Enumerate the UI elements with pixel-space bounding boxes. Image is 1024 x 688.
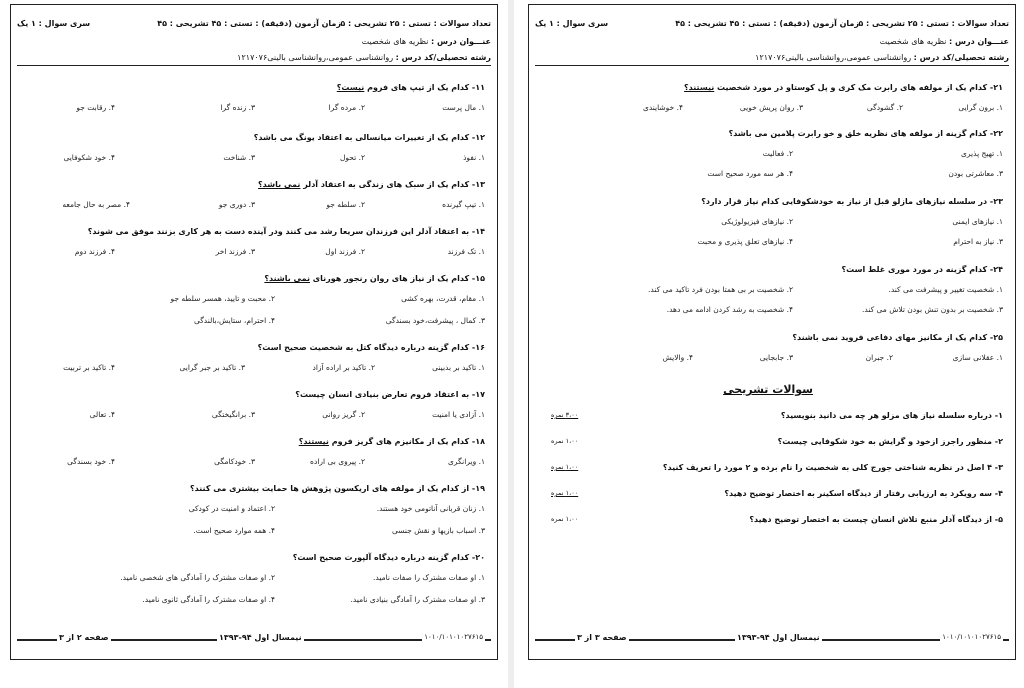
page-footer xyxy=(535,633,1009,651)
exam-header xyxy=(535,9,1009,71)
descriptive-question-3 xyxy=(551,463,1003,472)
option-1[interactable]: ۱. مال پرست xyxy=(442,103,485,112)
option-4[interactable]: ۴. خوشایندی xyxy=(642,103,683,112)
option-2[interactable]: ۲. محبت و تایید، همسر سلطه جو xyxy=(170,294,275,303)
option-1[interactable]: ۱. او صفات مشترک را صفات نامید. xyxy=(373,573,485,582)
question-text: ۱۱- کدام یک از تیپ های فروم xyxy=(364,83,485,92)
option-3[interactable]: ۳. روان پریش خویی xyxy=(739,103,803,112)
option-2[interactable]: ۲. پیروی بی اراده xyxy=(310,457,365,466)
option-2[interactable]: ۲. فعالیت xyxy=(762,149,793,158)
option-4[interactable]: ۴. تعالی xyxy=(89,410,115,419)
question-text: ۱۳- کدام یک از سبک های زندگی به اعتقاد آدلر xyxy=(300,180,485,189)
question-text: ۲۵- کدام یک از مکانیز مهای دفاعی فروید نمی باشند؟ xyxy=(792,333,1003,342)
option-4[interactable]: ۴. همه موارد صحیح است. xyxy=(193,526,275,535)
option-1[interactable]: ۱. مقام، قدرت، بهره کشی xyxy=(401,294,485,303)
question-13 xyxy=(23,180,485,209)
option-1[interactable]: ۱. شخصیت تغییر و پیشرفت می کند. xyxy=(888,285,1003,294)
option-2[interactable]: ۲. مرده گرا xyxy=(328,103,365,112)
option-4[interactable]: ۴. مصر به حال جامعه xyxy=(62,200,130,209)
exam-time: زمان آزمون (دقیقه) : تستی : ۴۵ تشریحی : ۴۵ xyxy=(675,19,859,28)
header-divider xyxy=(535,65,1009,66)
option-1[interactable]: ۱. تهیج پذیری xyxy=(961,149,1003,158)
question-12 xyxy=(23,133,485,162)
option-2[interactable]: ۲. نیازهای فیزیولوژیکی xyxy=(721,217,793,226)
question-text: ۳- ۴ اصل در نظریه شناختی جورج کلی به شخصیت را نام برده و ۲ مورد را تعریف کنید؟ xyxy=(662,463,1003,472)
exam-code: ۱۰۱۰/۱۰۱۰۱۰۲۷۶۱۵ xyxy=(424,633,483,641)
question-19 xyxy=(23,484,485,535)
question-negative: نیستند؟ xyxy=(298,437,329,446)
option-3[interactable]: ۳. اسباب بازیها و نقش جنسی xyxy=(391,526,485,535)
score-label: ۱،۰۰ نمره xyxy=(551,437,579,445)
course-title: نظریه های شخصیت xyxy=(879,37,947,46)
option-2[interactable]: ۲. گریز روانی xyxy=(322,410,365,419)
question-negative: نمی باشد؟ xyxy=(258,180,301,189)
question-negative: نیستند؟ xyxy=(684,83,715,92)
descriptive-question-5 xyxy=(551,515,1003,524)
option-1[interactable]: ۱. زنان قربانی آناتومی خود هستند. xyxy=(376,504,485,513)
question-series: سری سوال : ۱ یک xyxy=(17,19,91,28)
question-text: ۴- سه رویکرد به ارزیابی رفتار از دیدگاه اسکینر به اختصار توضیح دهید؟ xyxy=(724,489,1003,498)
page-number: صفحه ۳ از ۳ xyxy=(577,633,627,642)
option-1[interactable]: ۱. ویرانگری xyxy=(448,457,485,466)
question-17 xyxy=(23,390,485,419)
question-text: ۱۷- به اعتقاد فروم تعارض بنیادی انسان چیست؟ xyxy=(295,390,485,399)
course-title-label: عنـــوان درس : xyxy=(430,37,491,46)
option-4[interactable]: ۴. شخصیت به رشد کردن ادامه می دهد. xyxy=(666,305,793,314)
questions-list xyxy=(23,75,485,619)
page-footer xyxy=(17,633,491,651)
option-4[interactable]: ۴. خود شکوفایی xyxy=(63,153,115,162)
course-title-label: عنـــوان درس : xyxy=(948,37,1009,46)
question-24 xyxy=(541,265,1003,314)
option-1[interactable]: ۱. تیپ گیرنده xyxy=(442,200,485,209)
question-text: ۱۹- از کدام یک از مولفه های اریکسون پژوهش ها حمایت بیشتری می کنند؟ xyxy=(190,484,485,493)
option-3[interactable]: ۳. دوری جو xyxy=(218,200,255,209)
option-3[interactable]: ۳. شناخت xyxy=(223,153,255,162)
option-1[interactable]: ۱. تاکید بر بدبینی xyxy=(432,363,485,372)
question-text: ۱۴- به اعتقاد آدلر این فرزندان سریعا رشد می کنند ودر آینده دست به هر کاری بزنند موفق می شوند؟ xyxy=(87,227,485,236)
field-label: رشته تحصیلی/کد درس : xyxy=(395,53,491,62)
option-4[interactable]: ۴. والایش xyxy=(662,353,693,362)
question-16 xyxy=(23,343,485,372)
option-4[interactable]: ۴. نیازهای تعلق پذیری و محبت xyxy=(697,237,793,246)
question-11 xyxy=(23,83,485,112)
question-text: ۱۶- کدام گزینه درباره دیدگاه کتل به شخصیت صحیح است؟ xyxy=(257,343,485,352)
field-code: روانشناسی عمومی،روانشناسی بالینی۱۲۱۷۰۷۶ xyxy=(237,53,394,62)
question-21 xyxy=(541,83,1003,112)
score-label: ۱،۰۰ نمره xyxy=(551,515,579,523)
option-2[interactable]: ۲. سلطه جو xyxy=(326,200,365,209)
option-4[interactable]: ۴. تاکید بر تربیت xyxy=(63,363,115,372)
question-15 xyxy=(23,274,485,325)
exam-header xyxy=(17,9,491,71)
exam-time: زمان آزمون (دقیقه) : تستی : ۴۵ تشریحی : ۴۵ xyxy=(157,19,341,28)
option-4[interactable]: ۴. رقابت جو xyxy=(76,103,115,112)
question-series: سری سوال : ۱ یک xyxy=(535,19,609,28)
option-3[interactable]: ۳. فرزند اخر xyxy=(215,247,255,256)
option-2[interactable]: ۲. تحول xyxy=(339,153,365,162)
option-1[interactable]: ۱. نفوذ xyxy=(463,153,485,162)
option-1[interactable]: ۱. عقلانی سازی xyxy=(952,353,1003,362)
option-1[interactable]: ۱. برون گرایی xyxy=(958,103,1003,112)
page-number: صفحه ۲ از ۳ xyxy=(59,633,109,642)
question-18 xyxy=(23,437,485,466)
term-label: نیمسال اول ۹۴-۱۳۹۳ xyxy=(737,633,820,642)
option-4[interactable]: ۴. او صفات مشترک را آمادگی ثانوی نامید. xyxy=(142,595,275,604)
option-2[interactable]: ۲. تاکید بر اراده آزاد xyxy=(312,363,375,372)
option-2[interactable]: ۲. شخصیت بر بی همتا بودن فرد تاکید می کند. xyxy=(648,285,793,294)
question-text: ۲۳- در سلسله نیازهای مازلو قبل از نیاز به خودشکوفایی کدام نیاز قرار دارد؟ xyxy=(701,197,1003,206)
option-3[interactable]: ۳. زنده گرا xyxy=(220,103,255,112)
option-4[interactable]: ۴. احترام، ستایش،بالندگی xyxy=(193,316,275,325)
descriptive-section-title: سوالات تشریحی xyxy=(723,383,813,396)
score-label: ۱،۰۰ نمره xyxy=(551,489,579,497)
question-23 xyxy=(541,197,1003,246)
question-text: ۱۸- کدام یک از مکانیزم های گریز فروم xyxy=(328,437,485,446)
question-text: ۲۱- کدام یک از مولفه های رابرت مک کری و پل کوستاو در مورد شخصیت xyxy=(714,83,1003,92)
option-3[interactable]: ۳. او صفات مشترک را آمادگی بنیادی نامید. xyxy=(350,595,485,604)
question-text: ۱- درباره سلسله نیاز های مزلو هر چه می دانید بنویسید؟ xyxy=(780,411,1003,420)
option-4[interactable]: ۴. خود بسندگی xyxy=(67,457,115,466)
option-3[interactable]: ۳. برانگیختگی xyxy=(211,410,255,419)
book-spine xyxy=(508,0,514,688)
descriptive-question-1 xyxy=(551,411,1003,420)
field-code: روانشناسی عمومی،روانشناسی بالینی۱۲۱۷۰۷۶ xyxy=(755,53,912,62)
option-3[interactable]: ۳. جابجایی xyxy=(759,353,793,362)
field-label: رشته تحصیلی/کد درس : xyxy=(913,53,1009,62)
question-text: ۵- از دیدگاه آدلر منبع تلاش انسان چیست به اختصار توضیح دهید؟ xyxy=(749,515,1003,524)
option-3[interactable]: ۳. نیاز به احترام xyxy=(953,237,1003,246)
descriptive-question-4 xyxy=(551,489,1003,498)
option-3[interactable]: ۳. خودکامگی xyxy=(214,457,255,466)
option-1[interactable]: ۱. نیازهای ایمنی xyxy=(952,217,1003,226)
question-14 xyxy=(23,227,485,256)
question-25 xyxy=(541,333,1003,362)
term-label: نیمسال اول ۹۴-۱۳۹۳ xyxy=(219,633,302,642)
question-count: تعداد سوالات : تستی : ۲۵ تشریحی : ۵ xyxy=(340,19,491,28)
option-2[interactable]: ۲. فرزند اول xyxy=(325,247,365,256)
question-count: تعداد سوالات : تستی : ۲۵ تشریحی : ۵ xyxy=(858,19,1009,28)
question-text: ۲۴- کدام گزینه در مورد موری غلط است؟ xyxy=(841,265,1003,274)
question-22 xyxy=(541,129,1003,178)
option-4[interactable]: ۴. هر سه مورد صحیح است xyxy=(707,169,793,178)
option-2[interactable]: ۲. اعتماد و امنیت در کودکی xyxy=(188,504,275,513)
question-text: ۲۲- کدام گزینه از مولفه های نظریه خلق و خو رابرت پلامین می باشد؟ xyxy=(728,129,1003,138)
option-2[interactable]: ۲. گشودگی xyxy=(866,103,903,112)
question-text: ۲- منظور راجرز ازخود و گرایش به خود شکوفایی چیست؟ xyxy=(777,437,1003,446)
option-3[interactable]: ۳. معاشرتی بودن xyxy=(948,169,1003,178)
option-3[interactable]: ۳. تاکید بر جبر گرایی xyxy=(179,363,245,372)
option-4[interactable]: ۴. فرزند دوم xyxy=(74,247,115,256)
exam-page-3 xyxy=(528,4,1016,660)
option-1[interactable]: ۱. تک فرزند xyxy=(447,247,485,256)
question-text: ۱۲- کدام یک از تغییرات میانسالی به اعتقاد یونگ می باشد؟ xyxy=(253,133,485,142)
exam-code: ۱۰۱۰/۱۰۱۰۱۰۲۷۶۱۵ xyxy=(942,633,1001,641)
option-2[interactable]: ۲. جبران xyxy=(865,353,893,362)
question-negative: نمی باشند؟ xyxy=(264,274,310,283)
questions-list xyxy=(541,75,1003,619)
course-title: نظریه های شخصیت xyxy=(361,37,429,46)
option-2[interactable]: ۲. او صفات مشترک را آمادگی های شخصی نامید. xyxy=(120,573,275,582)
question-negative: نیست؟ xyxy=(336,83,365,92)
question-20 xyxy=(23,553,485,604)
score-label: ۱،۰۰ نمره xyxy=(551,463,579,471)
option-3[interactable]: ۳. شخصیت بر بدون تنش بودن تلاش می کند. xyxy=(862,305,1003,314)
descriptive-question-2 xyxy=(551,437,1003,446)
exam-page-2 xyxy=(10,4,498,660)
option-1[interactable]: ۱. آزادی یا امنیت xyxy=(432,410,485,419)
question-text: ۲۰- کدام گزینه درباره دیدگاه آلپورت صحیح است؟ xyxy=(292,553,485,562)
question-text: ۱۵- کدام یک از نیاز های روان رنجور هورنای xyxy=(310,274,485,283)
header-divider xyxy=(17,65,491,66)
score-label: ۳،۰۰ نمره xyxy=(551,411,579,419)
option-3[interactable]: ۳. کمال ، پیشرفت،خود بسندگی xyxy=(385,316,485,325)
